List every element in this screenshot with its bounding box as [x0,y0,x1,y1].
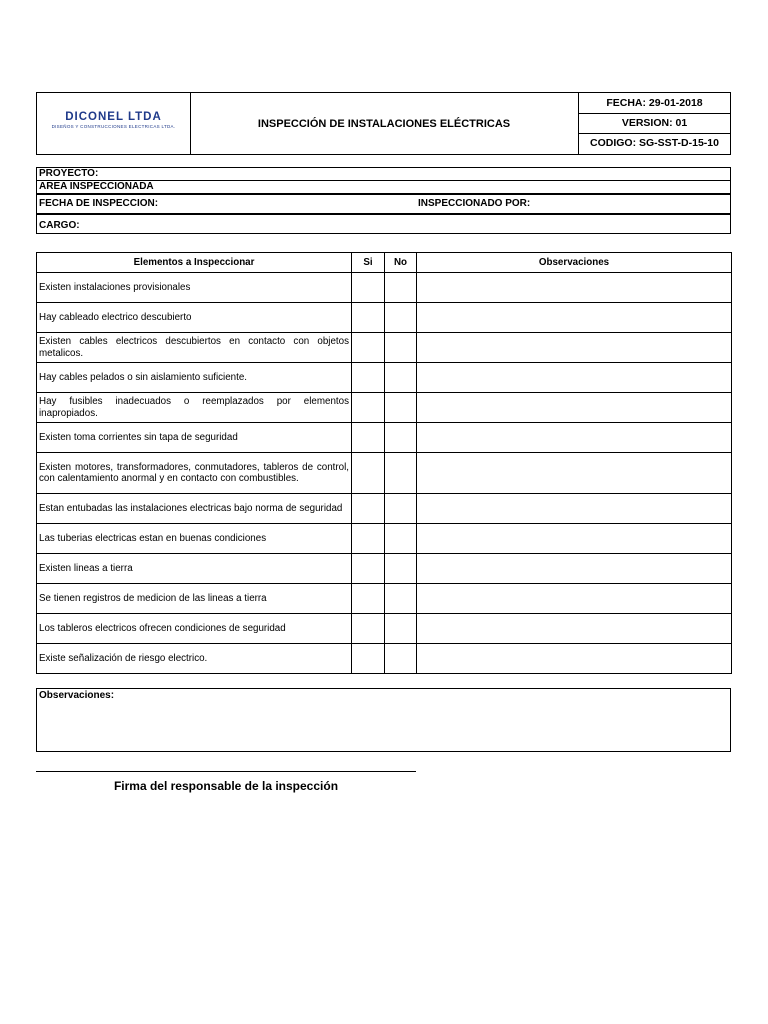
table-row [37,614,732,644]
company-tagline: DISEÑOS Y CONSTRUCCIONES ELECTRICAS LTDA. [51,124,176,129]
signature-line[interactable] [36,771,416,772]
table-row [37,453,732,494]
item-label: Existen motores, transformadores, conmutadores, tableros de control, con calentamiento anormal y en contacto con combustibles. [37,453,352,494]
si-cell[interactable] [352,453,385,494]
item-label: Las tuberias electricas estan en buenas condiciones [37,524,352,554]
observation-cell[interactable] [417,363,732,393]
observation-cell[interactable] [417,393,732,423]
observation-cell[interactable] [417,453,732,494]
item-label: Existe señalización de riesgo electrico. [37,644,352,674]
observation-cell[interactable] [417,554,732,584]
item-label: Hay cables pelados o sin aislamiento suficiente. [37,363,352,393]
table-row [37,423,732,453]
table-row [37,494,732,524]
table-row [37,554,732,584]
inspection-checklist [36,252,732,674]
cargo-field[interactable] [36,214,731,234]
table-row [37,303,732,333]
observation-cell[interactable] [417,273,732,303]
si-cell[interactable] [352,494,385,524]
document-code: CODIGO: SG-SST-D-15-10 [590,137,719,149]
no-cell[interactable] [385,393,417,423]
no-cell[interactable] [385,554,417,584]
item-label: Existen cables electricos descubiertos en contacto con objetos metalicos. [37,333,352,363]
si-cell[interactable] [352,363,385,393]
table-row [37,584,732,614]
no-cell[interactable] [385,453,417,494]
no-cell[interactable] [385,423,417,453]
inspection-date-field[interactable] [36,194,731,214]
observation-cell[interactable] [417,524,732,554]
si-cell[interactable] [352,644,385,674]
table-row [37,644,732,674]
item-label: Se tienen registros de medicion de las lineas a tierra [37,584,352,614]
column-header-observaciones: Observaciones [417,253,732,273]
column-header-elements: Elementos a Inspeccionar [37,253,352,273]
area-label: AREA INSPECCIONADA [39,181,154,192]
table-row [37,273,732,303]
document-header [36,92,731,155]
company-logo [37,93,191,154]
no-cell[interactable] [385,644,417,674]
column-header-no: No [385,253,417,273]
area-field[interactable] [36,180,731,194]
observations-box[interactable] [36,688,731,752]
document-date: FECHA: 29-01-2018 [579,93,730,114]
no-cell[interactable] [385,333,417,363]
si-cell[interactable] [352,423,385,453]
table-header-row [37,253,732,273]
si-cell[interactable] [352,303,385,333]
table-row [37,524,732,554]
table-row [37,333,732,363]
item-label: Los tableros electricos ofrecen condiciones de seguridad [37,614,352,644]
column-header-si: Si [352,253,385,273]
no-cell[interactable] [385,303,417,333]
si-cell[interactable] [352,273,385,303]
observation-cell[interactable] [417,333,732,363]
inspected-by-label: INSPECCIONADO POR: [418,198,531,209]
observation-cell[interactable] [417,494,732,524]
no-cell[interactable] [385,524,417,554]
document-title: INSPECCIÓN DE INSTALACIONES ELÉCTRICAS [190,93,579,154]
no-cell[interactable] [385,614,417,644]
si-cell[interactable] [352,333,385,363]
no-cell[interactable] [385,273,417,303]
inspection-date-label: FECHA DE INSPECCION: [39,198,159,209]
no-cell[interactable] [385,363,417,393]
observation-cell[interactable] [417,644,732,674]
si-cell[interactable] [352,393,385,423]
table-row [37,393,732,423]
no-cell[interactable] [385,584,417,614]
company-name: DICONEL LTDA [65,111,162,123]
item-label: Existen instalaciones provisionales [37,273,352,303]
observations-label: Observaciones: [39,690,115,701]
item-label: Hay cableado electrico descubierto [37,303,352,333]
project-field[interactable] [36,167,731,181]
si-cell[interactable] [352,614,385,644]
document-version: VERSION: 01 [579,113,730,134]
project-label: PROYECTO: [39,168,99,179]
table-row [37,363,732,393]
item-label: Estan entubadas las instalaciones electricas bajo norma de seguridad [37,494,352,524]
item-label: Hay fusibles inadecuados o reemplazados por elementos inapropiados. [37,393,352,423]
no-cell[interactable] [385,494,417,524]
signature-label: Firma del responsable de la inspección [113,779,339,793]
si-cell[interactable] [352,554,385,584]
observation-cell[interactable] [417,423,732,453]
item-label: Existen lineas a tierra [37,554,352,584]
si-cell[interactable] [352,584,385,614]
cargo-label: CARGO: [39,220,80,231]
item-label: Existen toma corrientes sin tapa de seguridad [37,423,352,453]
observation-cell[interactable] [417,584,732,614]
si-cell[interactable] [352,524,385,554]
observation-cell[interactable] [417,303,732,333]
observation-cell[interactable] [417,614,732,644]
